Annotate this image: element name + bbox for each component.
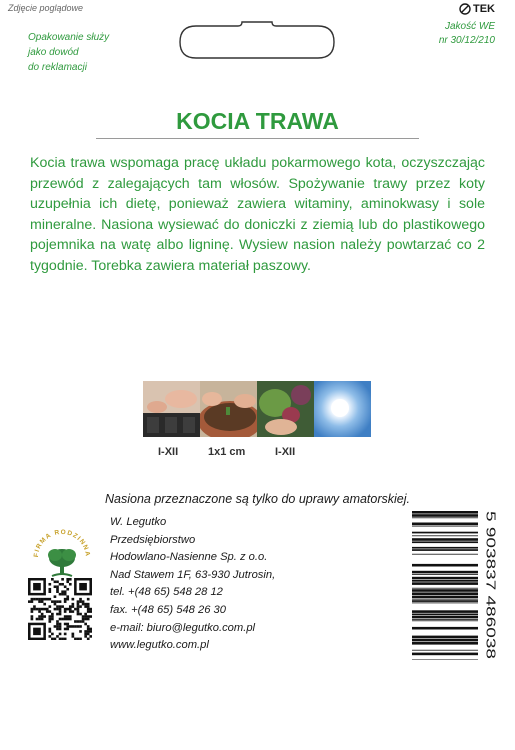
sun-photo <box>314 381 371 437</box>
photo-note: Zdjęcie poglądowe <box>8 3 84 13</box>
info-photos <box>143 381 371 437</box>
company-email: e-mail: biuro@legutko.com.pl <box>110 621 256 634</box>
ean-barcode <box>412 511 498 660</box>
company-legal-name: Hodowlano-Nasienne Sp. z o.o. <box>110 551 268 564</box>
company-phone: tel. +(48 65) 548 28 12 <box>110 586 223 599</box>
complaint-note-line: jako dowód <box>28 47 79 58</box>
complaint-note-line: do reklamacji <box>28 62 87 73</box>
sowing-period-label: I-XII <box>158 446 179 458</box>
barcode-number: 5 903837 486038 <box>483 511 498 613</box>
company-street: Nad Stawem 1F, 63-930 Jutrosin, <box>110 568 276 581</box>
company-fax: fax. +(48 65) 548 26 30 <box>110 603 226 616</box>
harvest-period-label: I-XII <box>275 446 296 458</box>
product-title: KOCIA TRAWA <box>176 108 339 134</box>
company-name: W. Legutko <box>110 516 167 528</box>
quality-label: Jakość WE <box>444 21 495 32</box>
tek-label: TEK <box>473 3 495 15</box>
quality-block <box>439 20 495 48</box>
company-website: www.legutko.com.pl <box>110 639 209 652</box>
complaint-note-line: Opakowanie służy <box>28 32 110 43</box>
complaint-note <box>28 30 148 75</box>
leaf-icon <box>459 3 471 15</box>
qr-code <box>28 578 92 640</box>
title-divider <box>96 138 419 139</box>
spacing-label: 1x1 cm <box>208 446 246 458</box>
product-description: Kocia trawa wspomaga pracę układu pokarmowego kota, oczyszczając przewód z zalegających tam włosów. Spożywanie trawy przez koty uzupełnia ich dietę, ponieważ zawiera witaminy, aminokwasy i sole mineralne. Nasiona wysiewać do doniczki z ziemią lub do plastikowego pojemnika na watę albo ligninę. Wysiew nasion należy powtarzać co 2 tygodnie. Torebka zawiera materiał paszowy. <box>30 155 485 274</box>
hang-tab-outline <box>176 20 338 62</box>
logo-text: FIRMA RODZINNA <box>32 528 92 558</box>
amateur-disclaimer: Nasiona przeznaczone są tylko do uprawy amatorskiej. <box>104 492 410 506</box>
harvest-photo <box>257 381 314 437</box>
tek-mark <box>459 3 495 15</box>
company-type: Przedsiębiorstwo <box>110 533 196 546</box>
company-address <box>110 514 275 655</box>
sowing-tray-photo <box>143 381 200 437</box>
spacing-photo <box>200 381 257 437</box>
quality-number: nr 30/12/210 <box>438 35 495 46</box>
